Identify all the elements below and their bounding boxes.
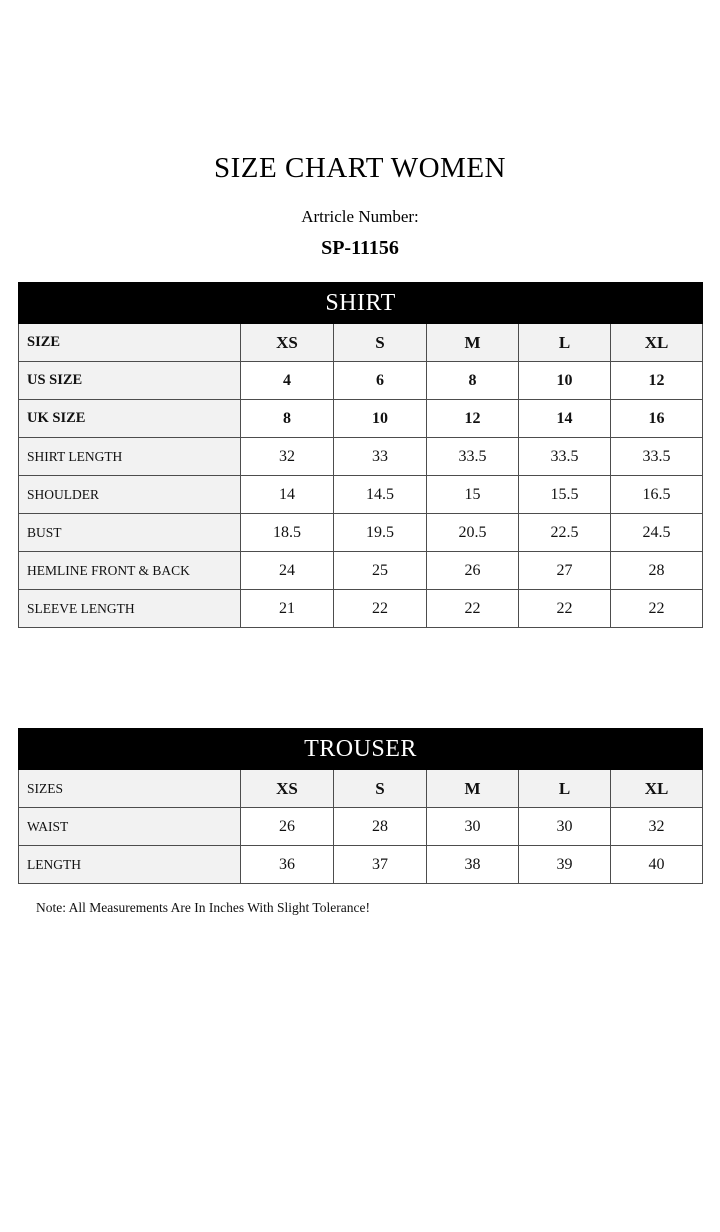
column-header-xl: XL (611, 770, 703, 808)
table-row (19, 846, 703, 884)
table-header-row (19, 770, 703, 808)
table-cell: 15 (427, 476, 519, 514)
table-cell: 22 (519, 590, 611, 628)
table-row (19, 552, 703, 590)
table-cell: 12 (611, 362, 703, 400)
row-label: HEMLINE FRONT & BACK (19, 552, 241, 590)
table-cell: 32 (241, 438, 334, 476)
table-cell: 16.5 (611, 476, 703, 514)
table-cell: 22 (334, 590, 427, 628)
table-cell: 24 (241, 552, 334, 590)
table-section-header-row (19, 283, 703, 324)
table-cell: 36 (241, 846, 334, 884)
table-cell: 27 (519, 552, 611, 590)
column-header-l: L (519, 770, 611, 808)
table-cell: 33.5 (427, 438, 519, 476)
trouser-size-table (18, 728, 703, 884)
table-row (19, 362, 703, 400)
table-cell: 30 (519, 808, 611, 846)
trouser-section-heading: TROUSER (19, 729, 703, 770)
table-cell: 22.5 (519, 514, 611, 552)
table-cell: 21 (241, 590, 334, 628)
row-label: SHOULDER (19, 476, 241, 514)
table-cell: 16 (611, 400, 703, 438)
row-label: SHIRT LENGTH (19, 438, 241, 476)
column-header-s: S (334, 324, 427, 362)
table-row (19, 400, 703, 438)
table-spacer (18, 628, 702, 728)
table-header-row (19, 324, 703, 362)
row-label: UK SIZE (19, 400, 241, 438)
measurement-note: Note: All Measurements Are In Inches With Slight Tolerance! (36, 900, 370, 915)
table-cell: 28 (611, 552, 703, 590)
table-cell: 22 (611, 590, 703, 628)
row-label: SLEEVE LENGTH (19, 590, 241, 628)
table-cell: 26 (427, 552, 519, 590)
row-label: BUST (19, 514, 241, 552)
table-row (19, 514, 703, 552)
column-header-xs: XS (241, 324, 334, 362)
shirt-section-heading: SHIRT (19, 283, 703, 324)
shirt-size-table (18, 282, 703, 628)
table-cell: 26 (241, 808, 334, 846)
table-cell: 33.5 (611, 438, 703, 476)
table-cell: 30 (427, 808, 519, 846)
table-row (19, 476, 703, 514)
column-header-m: M (427, 770, 519, 808)
row-label: LENGTH (19, 846, 241, 884)
table-row (19, 438, 703, 476)
table-cell: 39 (519, 846, 611, 884)
article-number-label: Artricle Number: (301, 207, 419, 226)
table-cell: 15.5 (519, 476, 611, 514)
column-header-l: L (519, 324, 611, 362)
table-cell: 14 (519, 400, 611, 438)
table-row (19, 590, 703, 628)
table-cell: 24.5 (611, 514, 703, 552)
table-cell: 25 (334, 552, 427, 590)
row-label: WAIST (19, 808, 241, 846)
table-cell: 33 (334, 438, 427, 476)
table-cell: 10 (334, 400, 427, 438)
table-cell: 12 (427, 400, 519, 438)
column-header-sizes: SIZES (19, 770, 241, 808)
table-cell: 33.5 (519, 438, 611, 476)
table-row (19, 808, 703, 846)
table-cell: 28 (334, 808, 427, 846)
column-header-xl: XL (611, 324, 703, 362)
table-cell: 22 (427, 590, 519, 628)
table-cell: 8 (241, 400, 334, 438)
table-cell: 4 (241, 362, 334, 400)
table-section-header-row (19, 729, 703, 770)
column-header-size: SIZE (19, 324, 241, 362)
table-cell: 20.5 (427, 514, 519, 552)
table-cell: 40 (611, 846, 703, 884)
column-header-m: M (427, 324, 519, 362)
size-chart-page (0, 152, 720, 1232)
table-cell: 19.5 (334, 514, 427, 552)
page-title: SIZE CHART WOMEN (214, 152, 506, 184)
table-cell: 6 (334, 362, 427, 400)
table-cell: 32 (611, 808, 703, 846)
table-cell: 37 (334, 846, 427, 884)
row-label: US SIZE (19, 362, 241, 400)
table-cell: 38 (427, 846, 519, 884)
table-cell: 18.5 (241, 514, 334, 552)
table-cell: 14.5 (334, 476, 427, 514)
table-cell: 14 (241, 476, 334, 514)
column-header-xs: XS (241, 770, 334, 808)
column-header-s: S (334, 770, 427, 808)
table-cell: 10 (519, 362, 611, 400)
article-number-value: SP-11156 (321, 237, 399, 259)
table-cell: 8 (427, 362, 519, 400)
